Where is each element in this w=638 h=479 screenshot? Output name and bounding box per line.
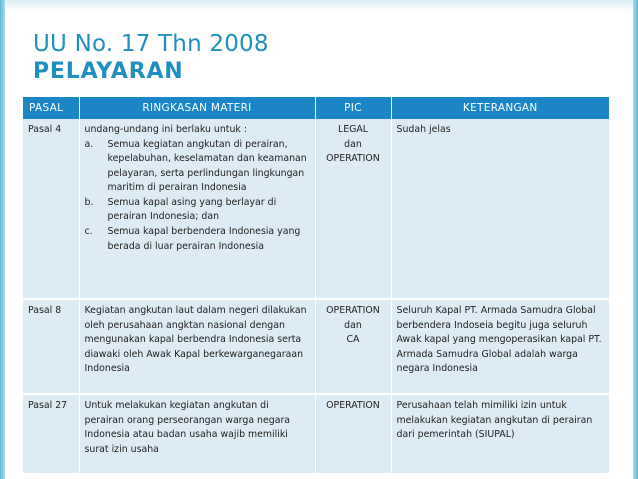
header-pic: PIC [315, 97, 391, 119]
table-row [23, 394, 609, 474]
top-decorative-band [0, 0, 638, 10]
header-pasal: PASAL [23, 97, 79, 119]
left-decorative-bar [0, 0, 5, 479]
pic-line: CA [346, 334, 360, 346]
header-keterangan: KETERANGAN [391, 97, 609, 119]
pic-line: OPERATION [326, 305, 380, 316]
cell-pic [315, 299, 391, 394]
cell-keterangan: Sudah jelas [391, 119, 609, 299]
pic-line: OPERATION [326, 153, 380, 165]
cell-materi [79, 119, 315, 299]
header-ringkasan-materi: RINGKASAN MATERI [79, 97, 315, 119]
pic-line: dan [344, 138, 362, 150]
list-item-text: Semua kapal berbendera Indonesia yang berada di luar perairan Indonesia [107, 226, 301, 252]
regulation-table [23, 97, 609, 475]
list-item-label: c. [84, 226, 93, 238]
cell-keterangan: Perusahaan telah mimiliki izin untuk melakukan kegiatan angkutan di perairan dari pemerintah (SIUPAL) [391, 394, 609, 474]
list-item-text: Semua kapal asing yang berlayar di perairan Indonesia; dan [107, 196, 277, 223]
slide-title: UU No. 17 Thn 2008 [33, 31, 269, 57]
table-row [23, 119, 609, 299]
table-header-row [23, 97, 609, 119]
pic-line: LEGAL [337, 124, 369, 135]
pic-line: OPERATION [326, 400, 380, 411]
list-item-text: Semua kegiatan angkutan di perairan, kepelabuhan, keselamatan dan keamanan pelayaran, serta perlindungan lingkungan maritim di perairan Indonesia [107, 138, 307, 194]
table-row [23, 299, 609, 394]
list-item-label: b. [84, 196, 94, 208]
cell-pic [315, 119, 391, 299]
right-decorative-bar [633, 0, 638, 479]
materi-intro: undang-undang ini berlaku untuk : [84, 124, 247, 135]
list-item [85, 225, 310, 254]
cell-materi: Kegiatan angkutan laut dalam negeri dilakukan oleh perusahaan angktan nasional dengan mengunakan kapal berbendra Indonesia serta diawaki oleh Awak Kapal berkewarganegaraan Indonesia [79, 299, 315, 394]
pic-line: dan [344, 319, 362, 331]
cell-materi: Untuk melakukan kegiatan angkutan di perairan orang perseorangan warga negara Indonesia atau badan usaha wajib memiliki surat izin usaha [79, 394, 315, 474]
cell-pic [315, 394, 391, 474]
list-item [85, 138, 310, 196]
list-item-label: a. [84, 138, 94, 150]
cell-keterangan: Seluruh Kapal PT. Armada Samudra Global berbendera Indoseia begitu juga seluruh Awak kapal yang mengoperasikan kapal PT. Armada Samudra Global adalah warga negara Indonesia [391, 299, 609, 394]
cell-pasal: Pasal 8 [23, 299, 79, 394]
cell-pasal: Pasal 4 [23, 119, 79, 299]
slide-subtitle: PELAYARAN [33, 59, 184, 84]
cell-pasal: Pasal 27 [23, 394, 79, 474]
list-item [85, 196, 310, 225]
